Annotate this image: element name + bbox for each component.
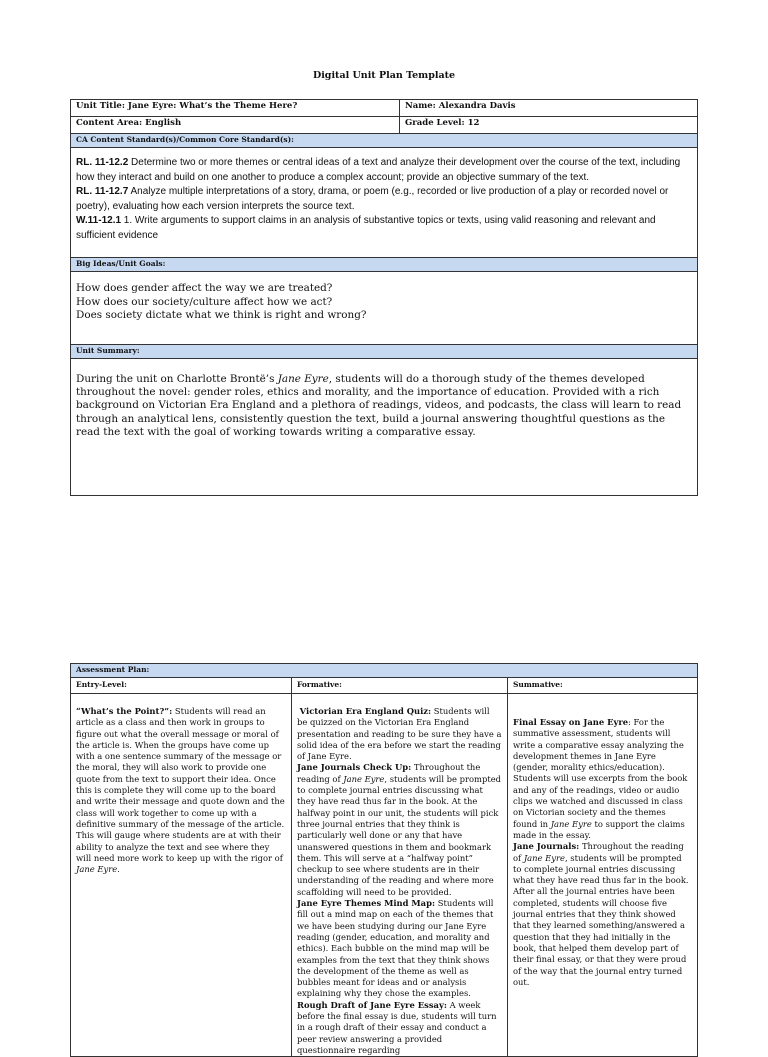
unit-summary-content: During the unit on Charlotte Brontë’s Jane Eyre, students will do a thorough study of the themes developed throughout the novel: gender roles, ethics and morality, and the importance of education. Provided with a rich background on Victorian Era England and a plethora of readings, videos, and podcasts, the class will learn to read through an analytical lens, consistently question the text, build a journal answering thoughtful questions as the read the text with the goal of working towards writing a comparative essay. <box>71 359 698 496</box>
standards-header: CA Content Standard(s)/Common Core Standard(s): <box>71 134 698 148</box>
assessment-plan-table <box>70 663 698 1057</box>
entry-level-content: “What’s the Point?”: Students will read an article as a class and then work in groups to figure out what the overall message or moral of the article is. When the groups have come up with a one sentence summary of the message or the moral, they will also work to provide one quote from the text to support their idea. Once this is complete they will come up to the board and write their message and quote down and the class will work together to come up with a definitive summary of the message of the article. This will gauge where students are at with their ability to analyze the text and see where they will need more work to keep up with the rigor of Jane Eyre. <box>71 694 292 1057</box>
formative-header: Formative: <box>292 678 508 694</box>
formative-quiz: Victorian Era England Quiz: Students will be quizzed on the Victorian Era England presentation and reading to be sure they have a solid idea of the era before we start the reading of Jane Eyre. <box>297 706 502 762</box>
summative-content <box>508 694 698 1057</box>
big-idea-question: How does gender affect the way we are treated? <box>76 282 333 294</box>
big-idea-question: Does society dictate what we think is right and wrong? <box>76 309 367 321</box>
entry-level-header: Entry-Level: <box>71 678 292 694</box>
assessment-plan-header: Assessment Plan: <box>71 664 698 678</box>
formative-journal-check: Jane Journals Check Up: Throughout the reading of Jane Eyre, students will be prompted to complete journal entries discussing what they have read thus far in the book. At the halfway point in our unit, the students will pick three journal entries that they think is particularly well done or any that have unanswered questions in them and bookmark them. This will serve at a “halfway point” checkup to see where students are in their understanding of the reading and where more scaffolding will need to be provided. <box>297 762 502 897</box>
document-title: Digital Unit Plan Template <box>312 70 456 81</box>
author-name-cell: Name: Alexandra Davis <box>400 100 698 117</box>
standard-item: W.11-12.1 1. Write arguments to support claims in an analysis of substantive topics or texts, using valid reasoning and relevant and sufficient evidence <box>76 215 656 241</box>
summative-header: Summative: <box>508 678 698 694</box>
big-ideas-content <box>71 272 698 345</box>
formative-content <box>292 694 508 1057</box>
content-area-cell: Content Area: English <box>71 117 400 134</box>
unit-plan-table <box>70 99 698 496</box>
standard-item: RL. 11-12.7 Analyze multiple interpretations of a story, drama, or poem (e.g., recorded or live production of a play or recorded novel or poetry), evaluating how each version interprets the source text. <box>76 186 669 212</box>
big-ideas-header: Big Ideas/Unit Goals: <box>71 258 698 272</box>
big-idea-question: How does our society/culture affect how we act? <box>76 295 333 308</box>
formative-rough-draft: Rough Draft of Jane Eyre Essay: A week before the final essay is due, students will turn in a rough draft of their essay and conduct a peer review answering a provided questionnaire regarding <box>297 999 497 1055</box>
formative-mind-map: Jane Eyre Themes Mind Map: Students will fill out a mind map on each of the themes that we have been studying during our Jane Eyre reading (gender, education, and morality and ethics). Each bubble on the mind map will be examples from the text that they think shows the development of the theme as well as bubbles meant for ideas and or analysis explaining why they chose the examples. <box>297 898 494 999</box>
standard-item: RL. 11-12.2 Determine two or more themes or central ideas of a text and analyze their development over the course of the text, including how they interact and build on one another to produce a complex account; provide an objective summary of the text. <box>76 157 681 183</box>
summative-final-essay: Final Essay on Jane Eyre: For the summative assessment, students will write a comparative essay analyzing the development themes in Jane Eyre (gender, morality ethics/education). Students will use excerpts from the book and any of the readings, video or audio clips we watched and discussed in class on Victorian society and the themes found in Jane Eyre to support the claims made in the essay. <box>513 717 688 840</box>
standards-content <box>71 148 698 258</box>
summative-journals: Jane Journals: Throughout the reading of Jane Eyre, students will be prompted to complete journal entries discussing what they have read thus far in the book. After all the journal entries have been completed, students will choose five journal entries that they think showed that they learned something/answered a question that they had initially in the book, that helped them develop part of their final essay, or that they were proud of the way that the journal entry turned out. <box>513 841 689 987</box>
grade-level-cell: Grade Level: 12 <box>400 117 698 134</box>
unit-summary-header: Unit Summary: <box>71 345 698 359</box>
unit-title-cell: Unit Title: Jane Eyre: What’s the Theme Here? <box>71 100 400 117</box>
